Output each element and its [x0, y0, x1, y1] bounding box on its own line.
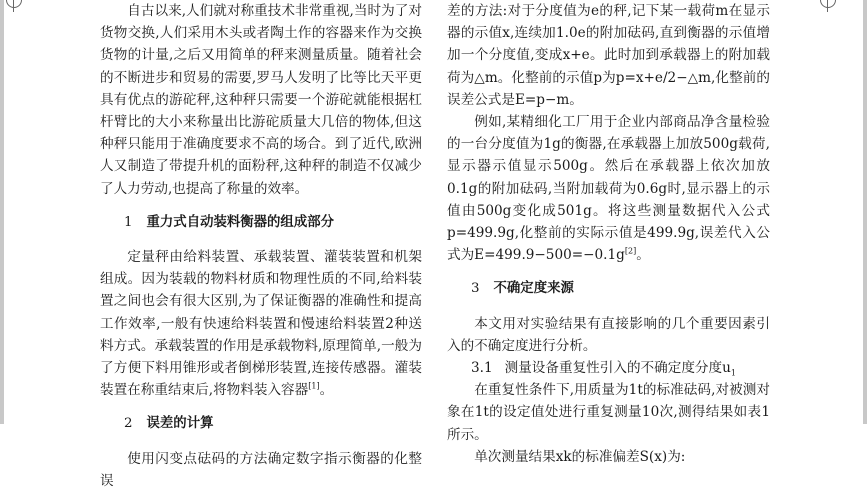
crop-mark-left-icon [4, 0, 24, 20]
intro-paragraph: 自古以来,人们就对称重技术非常重视,当时为了对货物交换,人们采用木头或者陶土作的容器来作为交换货物的计量,之后又用简单的秤来测量质量。随着社会的不断进步和贸易的需要,罗马人发明了比等比天平更具有优点的游砣秤,这种秤只需要一个游砣就能根据杠杆臂比的大小来称量出比游砣质量大几倍的物体,但这种秤只能用于准确度要求不高的场合。到了近代,欧洲人又制造了带提升机的面粉秤,这种秤的制造不仅减少了人力劳动,也提高了称量的效率。 [100, 3, 422, 197]
section-3-heading [471, 278, 770, 300]
citation-2: [2] [624, 246, 637, 256]
right-column [447, 0, 770, 468]
section-1-number: 1 [124, 214, 133, 230]
citation-1: [1] [308, 381, 320, 391]
page-edge-right [863, 0, 867, 424]
section-3-paragraph: 本文用对实验结果有直接影响的几个重要因素引入的不确定度进行分析。 [447, 315, 770, 354]
method-paragraph: 差的方法:对于分度值为e的秤,记下某一载荷m在显示器的示值x,连续加1.0e的附加砝码,直到衡器的示值增加一个分度值,变成x+e。此时加到承载器上的附加载荷为△m。化整前的示值p为p=x+e/2−△m,化整前的误差公式是E=p−m。 [447, 3, 770, 108]
std-deviation-line: 单次测量结果xk的标准偏差S(x)为: [474, 448, 686, 465]
section-2-number: 2 [124, 416, 133, 432]
section-1-paragraph: 定量秤由给料装置、承载装置、灌装装置和机架组成。因为装载的物料材质和物理性质的不同,给料装置之间也会有很大区别,为了保证衡器的准确性和提高工作效率,一般有快速给料装置和慢速给料装置2种送料方式。承载装置的作用是承载物料,原理简单,一般为了方便下料用锥形或者倒梯形装置,连接传感器。灌装装置在称重结束后,将物料装入容器[1]。 [100, 249, 422, 399]
section-2-paragraph: 使用闪变点砝码的方法确定数字指示衡器的化整误 [100, 450, 422, 489]
section-1-heading [124, 212, 422, 234]
page-edge-left [0, 0, 4, 424]
subsection-3-1-paragraph: 在重复性条件下,用质量为1t的标准砝码,对被测对象在1t的设定值处进行重复测量10次,测得结果如表1所示。 [447, 382, 770, 443]
subsection-3-1-heading: 3.1 测量设备重复性引入的不确定度分度$u_1$ [471, 360, 736, 378]
section-3-number: 3 [471, 281, 480, 297]
section-1-title: 重力式自动装料衡器的组成部分 [146, 214, 334, 230]
example-paragraph: 例如,某精细化工厂用于企业内部商品净含量检验的一台分度值为1g的衡器,在承载器上加放500g载荷,显示器示值显示500g。然后在承载器上依次加放0.1g的附加砝码,当附加载荷为0.6g时,显示器上的示值由500g变化成501g。将这些测量数据代入公式p=499.9g,化整前的实际示值是499.9g,误差代入公式为E=499.9−500=−0.1g[2]。 [447, 114, 770, 264]
left-column [100, 0, 422, 492]
section-2-heading [124, 413, 422, 435]
section-2-title: 误差的计算 [146, 416, 214, 432]
crop-mark-right-icon [818, 0, 838, 20]
section-3-title: 不确定度来源 [493, 281, 574, 297]
